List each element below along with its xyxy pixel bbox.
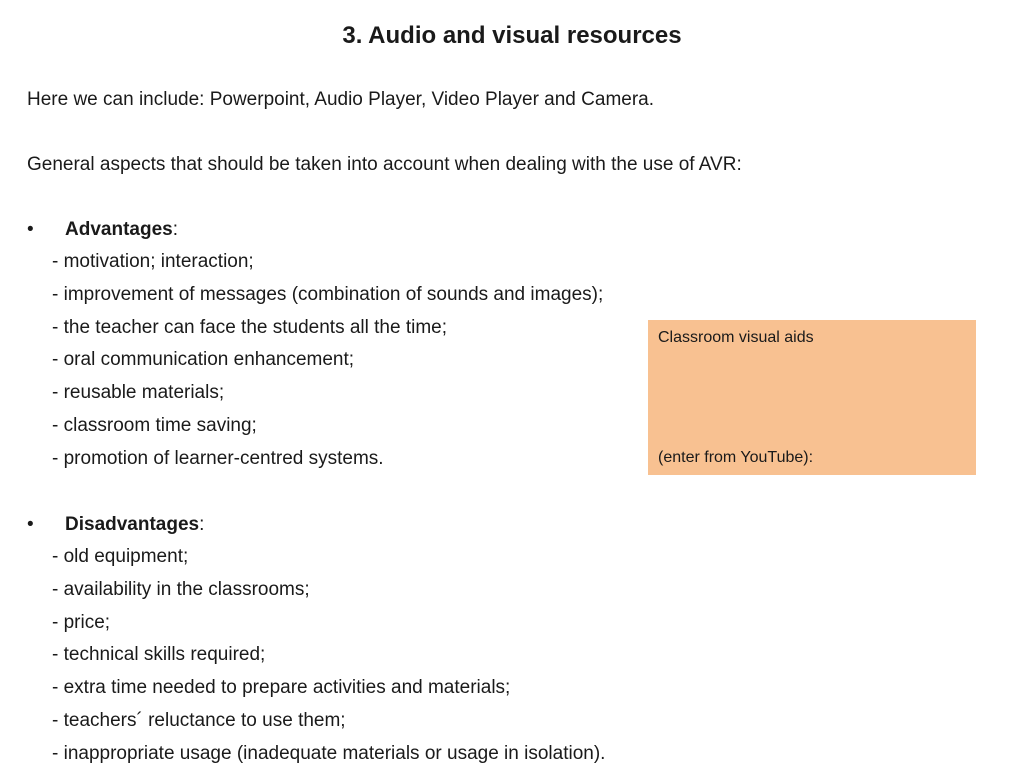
list-item: - availability in the classrooms; <box>52 578 310 600</box>
list-item: - extra time needed to prepare activities and materials; <box>52 677 511 699</box>
disadvantages-list <box>52 541 605 768</box>
disadvantages-colon: : <box>199 514 205 535</box>
list-item: - technical skills required; <box>52 644 266 666</box>
bullet-icon: • <box>27 514 34 535</box>
bullet-icon: • <box>27 219 34 240</box>
note-box-title: Classroom visual aids <box>658 329 814 346</box>
list-item: - inappropriate usage (inadequate materials or usage in isolation). <box>52 742 606 764</box>
advantages-label: Advantages <box>65 219 173 240</box>
disadvantages-heading <box>27 513 204 537</box>
intro-text: Here we can include: Powerpoint, Audio Player, Video Player and Camera. <box>27 89 655 110</box>
note-box-footer: (enter from YouTube): <box>658 449 814 466</box>
advantages-heading <box>27 218 178 242</box>
list-item: - price; <box>52 611 111 633</box>
list-item: - teachers´ reluctance to use them; <box>52 709 346 731</box>
advantages-colon: : <box>172 219 178 240</box>
aspects-text: General aspects that should be taken into account when dealing with the use of AVR: <box>27 154 742 175</box>
list-item: - improvement of messages (combination of sounds and images); <box>52 283 604 305</box>
list-item: - classroom time saving; <box>52 414 257 436</box>
list-item: - promotion of learner-centred systems. <box>52 447 384 469</box>
disadvantages-label: Disadvantages <box>65 514 200 535</box>
page-title: 3. Audio and visual resources <box>342 22 682 49</box>
list-item: - reusable materials; <box>52 382 225 404</box>
list-item: - old equipment; <box>52 546 189 567</box>
visual-aids-note-box <box>648 320 976 475</box>
advantages-list <box>52 246 603 476</box>
list-item: - oral communication enhancement; <box>52 349 355 371</box>
list-item: - motivation; interaction; <box>52 251 254 272</box>
list-item: - the teacher can face the students all the time; <box>52 316 448 338</box>
